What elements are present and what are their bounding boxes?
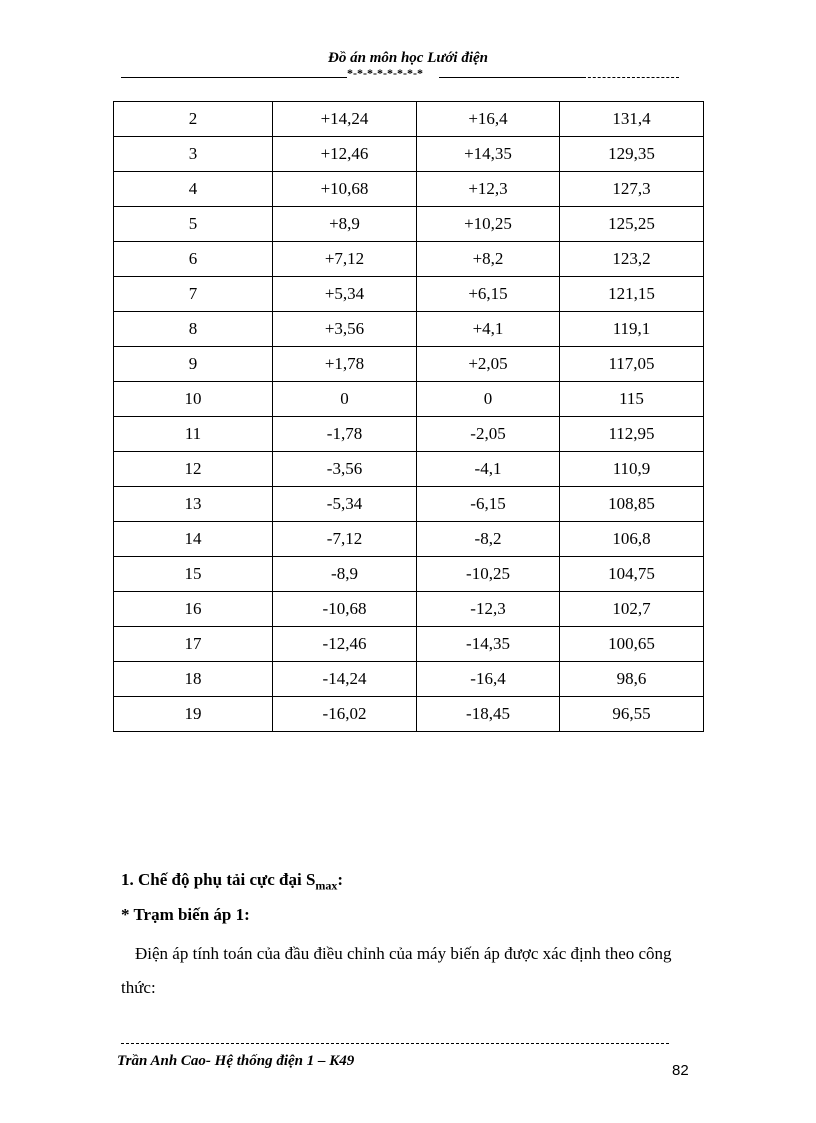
table-cell: 17 bbox=[114, 627, 273, 662]
table-cell: -3,56 bbox=[273, 452, 417, 487]
table-cell: 121,15 bbox=[560, 277, 704, 312]
table-cell: 13 bbox=[114, 487, 273, 522]
page-number: 82 bbox=[672, 1062, 689, 1079]
table-cell: 115 bbox=[560, 382, 704, 417]
table-cell: +1,78 bbox=[273, 347, 417, 382]
table-cell: -16,4 bbox=[417, 662, 560, 697]
header-rule-middle bbox=[439, 77, 583, 78]
table-cell: 16 bbox=[114, 592, 273, 627]
tap-voltage-table bbox=[113, 101, 704, 732]
table-cell: 98,6 bbox=[560, 662, 704, 697]
table-cell: 119,1 bbox=[560, 312, 704, 347]
footer-rule bbox=[121, 1043, 669, 1044]
table-cell: 3 bbox=[114, 137, 273, 172]
table-cell: 5 bbox=[114, 207, 273, 242]
table-cell: +5,34 bbox=[273, 277, 417, 312]
table-cell: -4,1 bbox=[417, 452, 560, 487]
table-row bbox=[114, 627, 704, 662]
table-cell: -12,46 bbox=[273, 627, 417, 662]
table-cell: 18 bbox=[114, 662, 273, 697]
header-title: Đồ án môn học Lưới điện bbox=[328, 50, 488, 66]
table-cell: -14,35 bbox=[417, 627, 560, 662]
table-row bbox=[114, 172, 704, 207]
subsection-title: * Trạm biến áp 1: bbox=[121, 905, 250, 924]
table-cell: +4,1 bbox=[417, 312, 560, 347]
table-cell: +16,4 bbox=[417, 102, 560, 137]
header-rule-right bbox=[583, 77, 679, 78]
table-row bbox=[114, 277, 704, 312]
table-row bbox=[114, 382, 704, 417]
section-title-colon: : bbox=[337, 870, 344, 889]
table-cell: -16,02 bbox=[273, 697, 417, 732]
table-cell: -5,34 bbox=[273, 487, 417, 522]
table-cell: 102,7 bbox=[560, 592, 704, 627]
section-title-text: 1. Chế độ phụ tải cực đại S bbox=[121, 870, 316, 889]
table-cell: -8,2 bbox=[417, 522, 560, 557]
table-cell: +6,15 bbox=[417, 277, 560, 312]
table-cell: -10,25 bbox=[417, 557, 560, 592]
table-cell: 19 bbox=[114, 697, 273, 732]
table-row bbox=[114, 312, 704, 347]
table-cell: 14 bbox=[114, 522, 273, 557]
table-cell: 117,05 bbox=[560, 347, 704, 382]
table-row bbox=[114, 697, 704, 732]
table-cell: 96,55 bbox=[560, 697, 704, 732]
table-row bbox=[114, 522, 704, 557]
section-title bbox=[121, 870, 343, 893]
table-cell: +14,24 bbox=[273, 102, 417, 137]
table-cell: 110,9 bbox=[560, 452, 704, 487]
section-title-subscript: max bbox=[315, 878, 338, 893]
table-row bbox=[114, 592, 704, 627]
table-body bbox=[114, 102, 704, 732]
table-row bbox=[114, 137, 704, 172]
table-cell: 108,85 bbox=[560, 487, 704, 522]
table-cell: -2,05 bbox=[417, 417, 560, 452]
table-cell: +12,3 bbox=[417, 172, 560, 207]
table-cell: 4 bbox=[114, 172, 273, 207]
table-cell: +3,56 bbox=[273, 312, 417, 347]
table-cell: 6 bbox=[114, 242, 273, 277]
table-cell: -7,12 bbox=[273, 522, 417, 557]
table-cell: +2,05 bbox=[417, 347, 560, 382]
table-cell: -14,24 bbox=[273, 662, 417, 697]
table-cell: -10,68 bbox=[273, 592, 417, 627]
table-cell: +8,2 bbox=[417, 242, 560, 277]
table-cell: -18,45 bbox=[417, 697, 560, 732]
table-cell: 106,8 bbox=[560, 522, 704, 557]
table-row bbox=[114, 452, 704, 487]
table-cell: 129,35 bbox=[560, 137, 704, 172]
table-cell: +14,35 bbox=[417, 137, 560, 172]
table-cell: 15 bbox=[114, 557, 273, 592]
table-cell: 10 bbox=[114, 382, 273, 417]
table-cell: 127,3 bbox=[560, 172, 704, 207]
table-row bbox=[114, 662, 704, 697]
table-cell: 104,75 bbox=[560, 557, 704, 592]
table-cell: 0 bbox=[417, 382, 560, 417]
table-cell: 8 bbox=[114, 312, 273, 347]
table-cell: 100,65 bbox=[560, 627, 704, 662]
table-row bbox=[114, 242, 704, 277]
table-cell: 7 bbox=[114, 277, 273, 312]
table-cell: 0 bbox=[273, 382, 417, 417]
table-cell: +8,9 bbox=[273, 207, 417, 242]
table-cell: -8,9 bbox=[273, 557, 417, 592]
footer-author: Trần Anh Cao- Hệ thống điện 1 – K49 bbox=[117, 1053, 355, 1069]
body-paragraph: Điện áp tính toán của đầu điều chỉnh của máy biến áp được xác định theo công thức: bbox=[121, 944, 672, 997]
table-cell: 9 bbox=[114, 347, 273, 382]
table-cell: 12 bbox=[114, 452, 273, 487]
table-row bbox=[114, 417, 704, 452]
table-cell: +10,68 bbox=[273, 172, 417, 207]
table-cell: 123,2 bbox=[560, 242, 704, 277]
table-row bbox=[114, 487, 704, 522]
header-rule-left bbox=[121, 77, 347, 78]
table-row bbox=[114, 347, 704, 382]
table-row bbox=[114, 557, 704, 592]
table-cell: +12,46 bbox=[273, 137, 417, 172]
table-cell: 112,95 bbox=[560, 417, 704, 452]
table-row bbox=[114, 102, 704, 137]
table-cell: 125,25 bbox=[560, 207, 704, 242]
table-cell: 2 bbox=[114, 102, 273, 137]
header-ornament: *-*-*-*-*-*-*-* bbox=[347, 66, 423, 80]
table-cell: 11 bbox=[114, 417, 273, 452]
header-rule bbox=[121, 65, 681, 85]
table-cell: -6,15 bbox=[417, 487, 560, 522]
table-cell: 131,4 bbox=[560, 102, 704, 137]
table-cell: -1,78 bbox=[273, 417, 417, 452]
table-cell: +7,12 bbox=[273, 242, 417, 277]
table-row bbox=[114, 207, 704, 242]
table-cell: -12,3 bbox=[417, 592, 560, 627]
table-cell: +10,25 bbox=[417, 207, 560, 242]
